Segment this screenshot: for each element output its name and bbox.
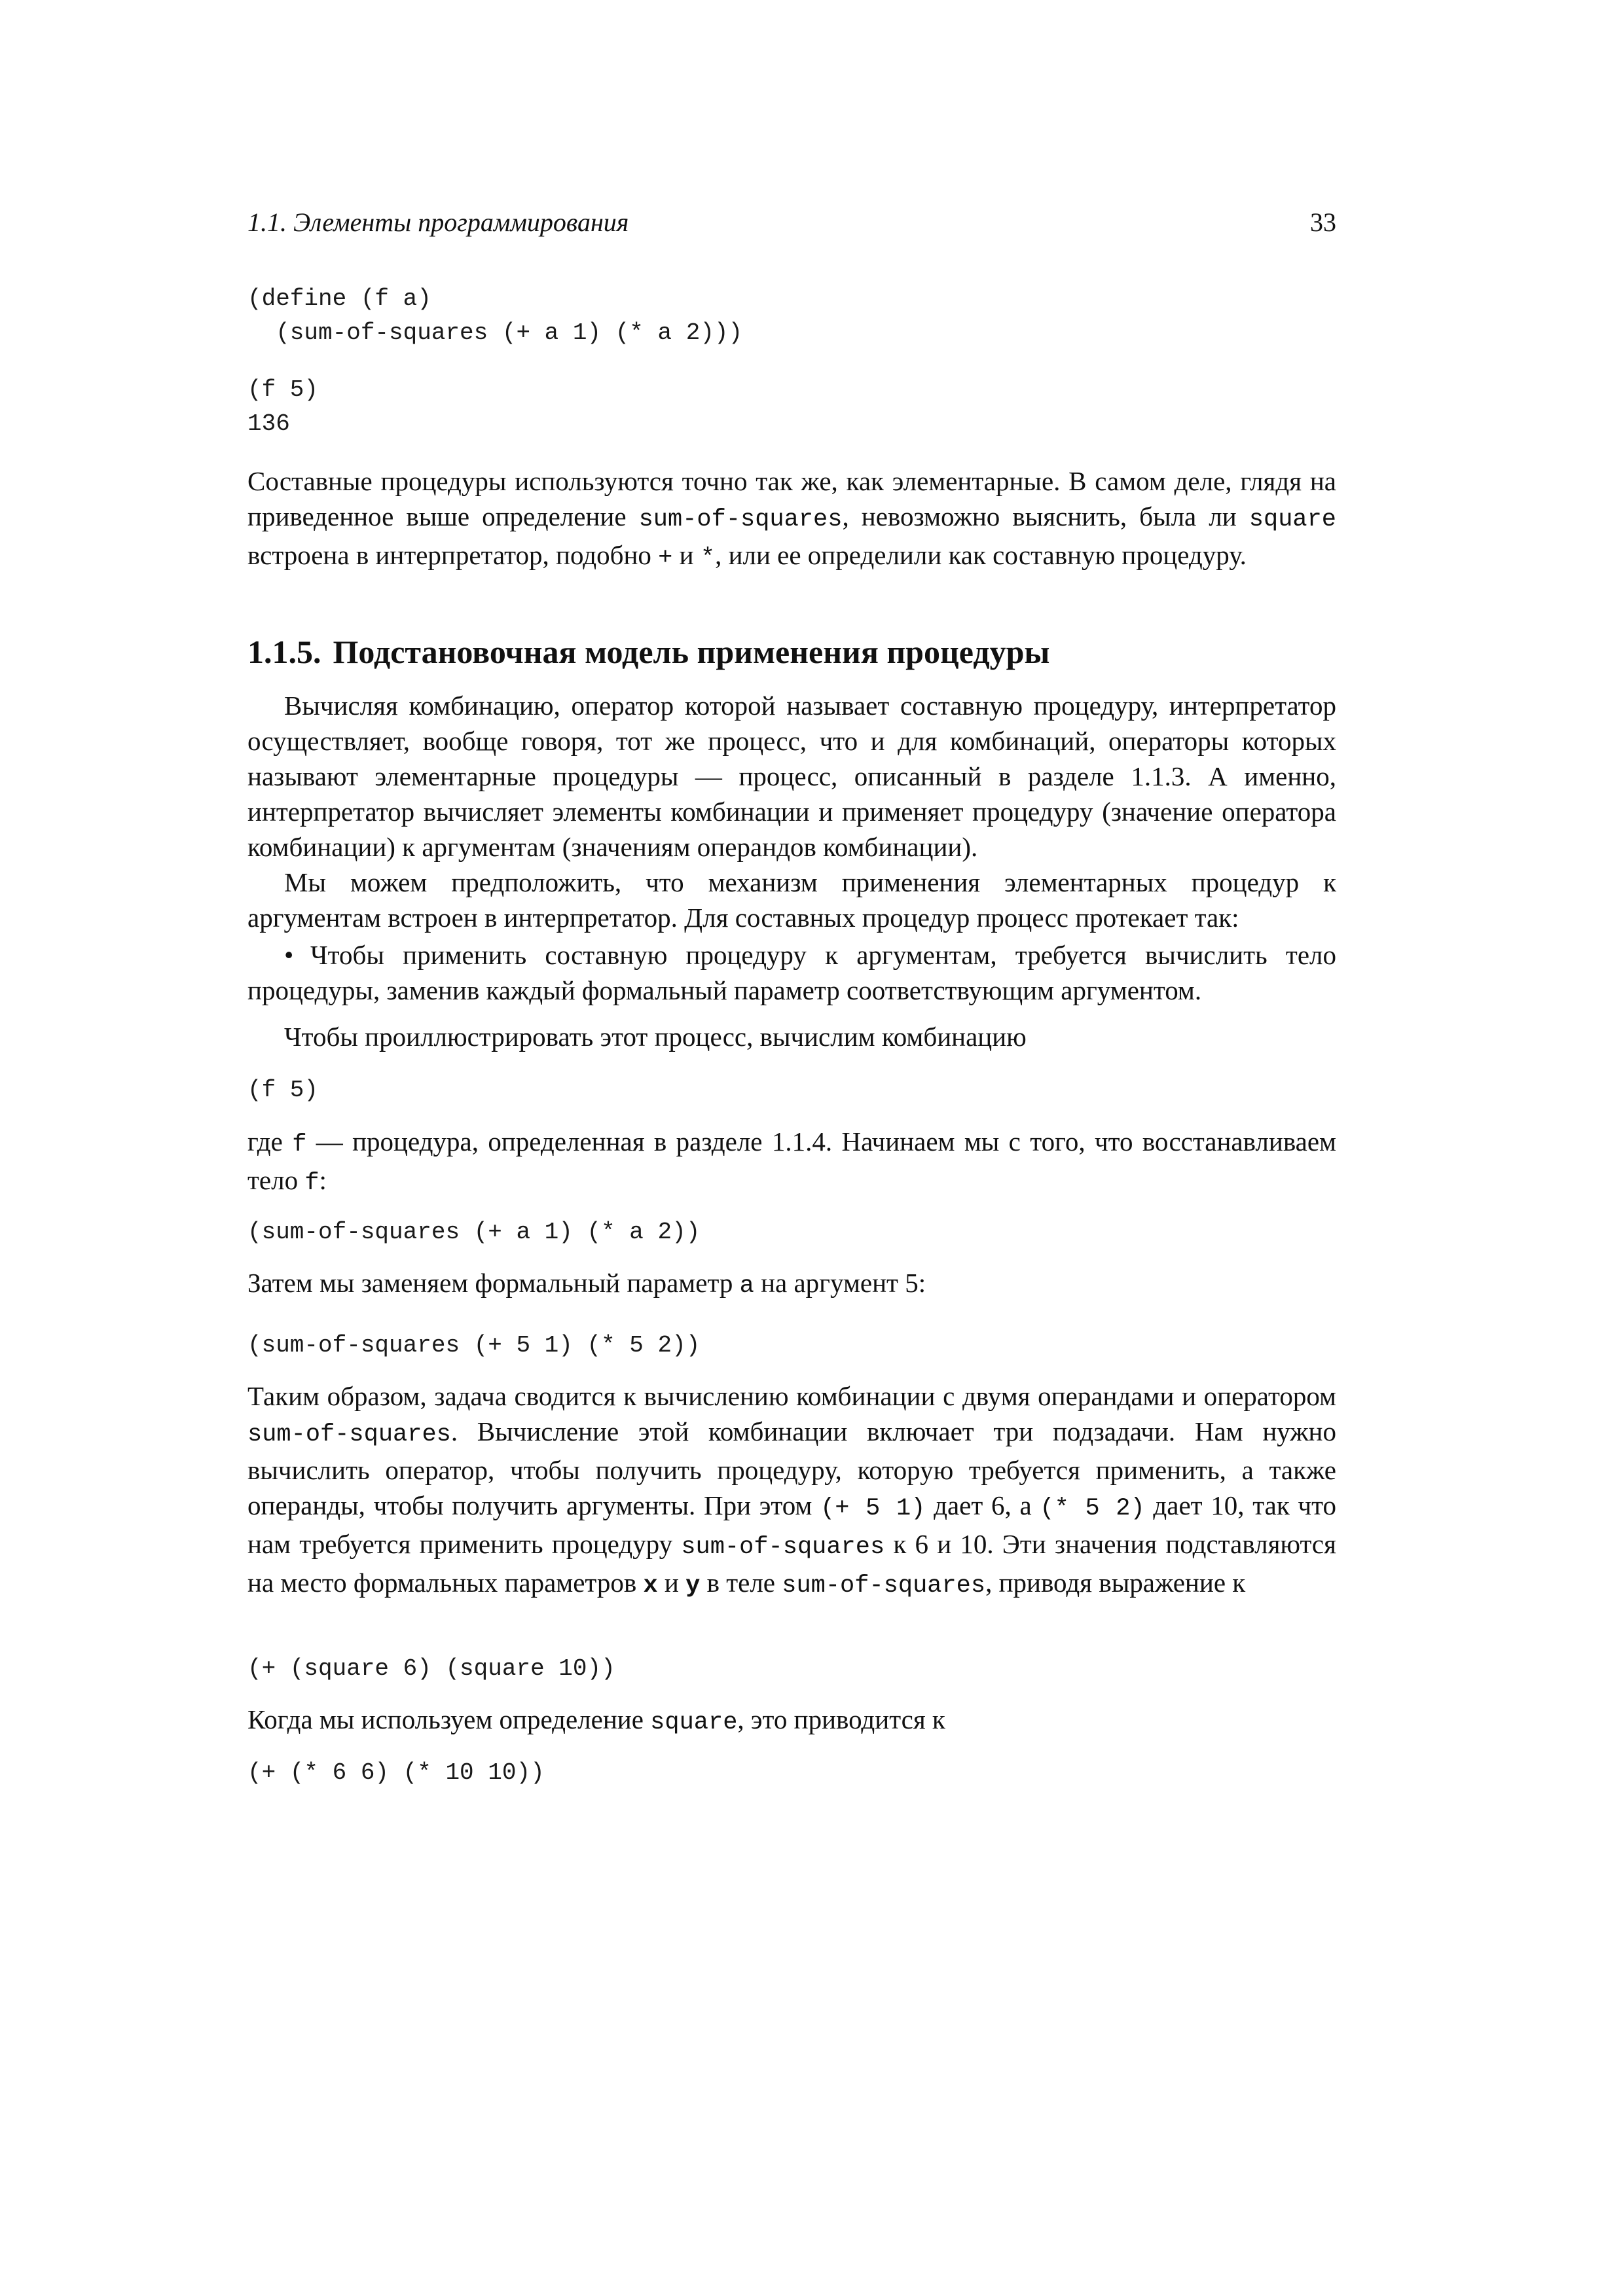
paragraph-text: Мы можем предположить, что механизм применения элементарных процедур к аргументам встроен в интерпретатор. Для составных процедур процесс протекает так: [247,867,1336,933]
inline-code: + [658,545,673,572]
inline-code: sum-of-squares [782,1572,986,1600]
code-line: (sum-of-squares (+ a 1) (* a 2)) [247,1219,701,1246]
section-heading [247,632,1336,672]
section-number: 1.1.5. [247,634,321,670]
paragraph-compound-procedures [247,463,1336,576]
code-block-substituted [247,1329,1336,1363]
inline-code: a [739,1272,754,1300]
inline-code: x [643,1572,658,1600]
inline-code: y [685,1572,701,1600]
code-expression: (f 5) [247,376,319,403]
paragraph-text: где f — процедура, определенная в разделе 1.1.4. Начинаем мы с того, что восстанавливаем тело f: [247,1126,1336,1197]
running-head: 1.1. Элементы программирования [247,207,629,237]
bullet-item [247,937,1336,1008]
inline-code: (* 5 2) [1040,1495,1145,1522]
inline-code: sum-of-squares [247,1421,451,1448]
code-block-f5 [247,1073,1336,1107]
code-block-f5-result [247,373,1336,441]
inline-code: square [650,1709,738,1736]
code-block-products [247,1756,1336,1790]
code-line: (sum-of-squares (+ 5 1) (* 5 2)) [247,1332,701,1359]
inline-code: square [1249,506,1337,533]
code-line: (+ (square 6) (square 10)) [247,1655,615,1682]
paragraph-text: Когда мы используем определение square, это приводится к [247,1704,945,1736]
code-line: (sum-of-squares (+ a 1) (* a 2))) [247,319,743,346]
inline-code: sum-of-squares [681,1534,885,1561]
inline-code: f [292,1131,307,1158]
section-title-text: Подстановочная модель применения процедуры [333,634,1050,670]
code-result: 136 [247,410,290,437]
paragraph-where-f [247,1124,1336,1201]
paragraph-text: Составные процедуры используются точно так же, как элементарные. В самом деле, глядя на приведенное выше определение sum-of-squares, невозможно выяснить, была ли square встроена в интерпретатор, подобно + и *, или ее определили как составную процедуру. [247,466,1337,572]
code-line: (+ (* 6 6) (* 10 10)) [247,1759,545,1786]
paragraph-square-def [247,1702,1336,1740]
code-block-squares [247,1652,1336,1686]
inline-code: sum-of-squares [638,506,843,533]
bullet-icon: • [284,940,294,970]
paragraph-illustrate [247,1019,1336,1054]
paragraph-evaluation [247,688,1336,865]
paragraph-text: Таким образом, задача сводится к вычислению комбинации с двумя операндами и оператором sum-of-squares. Вычисление этой комбинации включает три подзадачи. Нам нужно вычислить оператор, чтобы получить процедуру, которую требуется применить, а также операнды, чтобы получить аргументы. При этом (+ 5 1) дает 6, а (* 5 2) дает 10, так что нам требуется применить процедуру sum-of-squares к 6 и 10. Эти значения подставляются на место формальных параметров x и y в теле sum-of-squares, приводя выражение к [247,1381,1336,1600]
inline-code: f [304,1170,319,1197]
section-title [247,632,1336,672]
paragraph-text: Вычисляя комбинацию, оператор которой называет составную процедуру, интерпретатор осуществляет, вообще говоря, тот же процесс, что и для комбинаций, операторы которых называют элементарные процедуры — процесс, описанный в разделе 1.1.3. А именно, интерпретатор вычисляет элементы комбинации и применяет процедуру (значение оператора комбинации) к аргументам (значениям операндов комбинации). [247,691,1336,862]
paragraph-text: Чтобы проиллюстрировать этот процесс, вычислим комбинацию [284,1022,1027,1052]
paragraph-text: Затем мы заменяем формальный параметр a на аргумент 5: [247,1268,926,1300]
code-block-body [247,1215,1336,1249]
inline-code: (+ 5 1) [820,1495,926,1522]
code-line: (define (f a) [247,285,431,312]
page-header [247,202,1336,241]
paragraph-substitute [247,1265,1336,1304]
code-line: (f 5) [247,1077,319,1103]
code-block-define-f [247,282,1336,350]
paragraph-reduction [247,1378,1336,1604]
paragraph-mechanism [247,865,1336,935]
inline-code: * [700,545,716,572]
page-number: 33 [1310,207,1336,237]
bullet-text: • Чтобы применить составную процедуру к аргументам, требуется вычислить тело процедуры, заменив каждый формальный параметр соответствующим аргументом. [247,937,1336,1008]
